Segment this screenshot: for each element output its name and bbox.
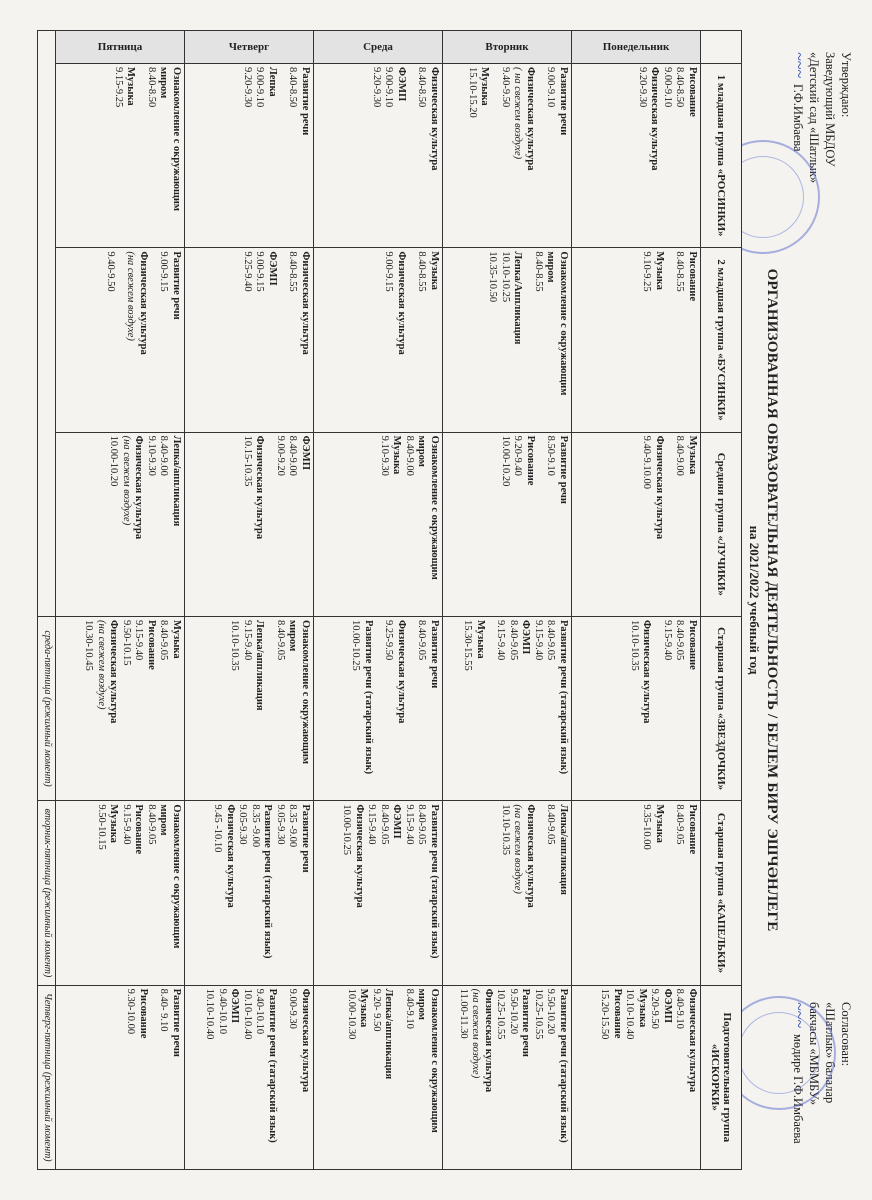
- activity-name: Музыка: [358, 988, 370, 1028]
- time-slot: 8.40-8.55: [416, 251, 428, 292]
- time-slot: 9.40-9.50: [500, 67, 511, 108]
- day-label: Четверг: [228, 40, 270, 53]
- time-slot: 9.40-10.10: [254, 988, 266, 1035]
- schedule-cell: [572, 616, 701, 800]
- activity-name: Развитие речи: [520, 988, 532, 1057]
- time-slot: 8.40-9.05: [416, 619, 428, 661]
- activity-name: Физическая культура: [396, 251, 407, 355]
- activity-name: Лепка: [267, 67, 278, 97]
- time-slot: 10.15-10.35: [242, 435, 253, 487]
- schedule-cell: [443, 64, 572, 248]
- time-slot: 9.40-9.10.00: [641, 435, 653, 490]
- activity-name: Физическая культура: [138, 251, 149, 355]
- activity-name: Физическая культура: [133, 435, 145, 540]
- activity-name: Рисование: [525, 435, 536, 486]
- signature: ~~~: [790, 52, 807, 78]
- activity-name: Музыка: [637, 988, 648, 1028]
- schedule-cell: [314, 801, 443, 985]
- time-slot: 9.20-9.30: [637, 67, 648, 108]
- activity-note: (на свежем воздухе): [96, 619, 107, 710]
- activity-name: Развитие речи (татарский язык): [363, 619, 374, 775]
- time-slot: 9.40-10.10: [217, 988, 228, 1035]
- group-header: Старшая группа «ЗВЕЗДОЧКИ»: [701, 616, 742, 800]
- day-cell: [185, 31, 314, 64]
- activity-name: Ознакомление с окружающим миром: [416, 435, 440, 580]
- time-slot: 8.40-8.55: [533, 251, 544, 292]
- time-slot: 9.15-9.40: [404, 804, 415, 845]
- time-slot: 10.00-10.25: [341, 804, 353, 856]
- activity-name: Физическая культура: [354, 804, 365, 908]
- schedule-cell: [314, 616, 443, 800]
- time-slot: 8.40-9.00: [674, 435, 686, 476]
- activity-name: Музыка: [475, 619, 486, 659]
- activity-name: Физическая культура: [641, 619, 653, 724]
- time-slot: 8.40-9.05: [674, 619, 686, 661]
- time-slot: 9.10-9.25: [641, 251, 653, 292]
- activity-name: ФЭМП: [396, 67, 407, 102]
- activity-name: Физическая культура: [525, 67, 536, 171]
- schedule-cell: [572, 432, 701, 616]
- time-slot: 9.20-9.30: [371, 67, 382, 108]
- day-cell: [314, 31, 443, 64]
- activity-name: Музыка: [429, 251, 440, 290]
- schedule-cell: [443, 432, 572, 616]
- time-slot: 8.40-9.00: [404, 435, 415, 476]
- time-slot: 9.00-9.15: [383, 251, 395, 292]
- time-slot: 9.20-9.30: [242, 67, 253, 108]
- time-slot: 9.20-9.40: [512, 435, 524, 476]
- time-slot: 9.50-10.20: [508, 988, 519, 1035]
- page-title: ОРГАНИЗОВАННАЯ ОБРАЗОВАТЕЛЬНАЯ ДЕЯТЕЛЬНОСТЬ / БЕЛЕМ БИРУ ЭШЧӘНЛЕГЕ: [764, 268, 780, 932]
- activity-name: Физическая культура: [649, 67, 661, 171]
- spacer: [278, 67, 286, 244]
- spacer: [395, 989, 403, 1166]
- agreement-line: «Шатлык» балалар: [823, 1002, 837, 1104]
- time-slot: 10.00-10.30: [346, 988, 357, 1040]
- time-slot: 8.35 -9.00: [250, 804, 261, 848]
- activity-name: Музыка: [391, 435, 403, 475]
- schedule-cell: [56, 64, 185, 248]
- activity-name: Развитие речи: [558, 435, 569, 504]
- schedule-cell: [443, 801, 572, 985]
- activity-name: Развитие речи: [171, 988, 182, 1057]
- activity-name: Лепка/аппликация: [558, 804, 569, 895]
- schedule-cell: [56, 985, 185, 1169]
- time-slot: 8.40-8.50: [416, 67, 428, 108]
- table-row: [443, 31, 572, 1170]
- activity-name: Развитие речи: [300, 804, 311, 873]
- spacer: [665, 436, 673, 613]
- schedule-cell: [56, 248, 185, 432]
- approval-line: Заведующий МБДОУ: [823, 52, 837, 167]
- activity-name: Физическая культура: [300, 988, 311, 1093]
- spacer: [536, 67, 544, 244]
- activity-name: Развитие речи: [171, 251, 182, 320]
- activity-name: Физическая культура: [254, 435, 266, 540]
- activity-name: Физическая культура: [429, 67, 440, 171]
- activity-name: ФЭМП: [391, 804, 403, 839]
- activity-name: Ознакомление с окружающим миром: [158, 67, 182, 212]
- schedule-cell: [185, 64, 314, 248]
- time-slot: 8.40-9.05: [508, 619, 519, 661]
- schedule-cell: [56, 432, 185, 616]
- schedule-cell: [314, 985, 443, 1169]
- table-row: [314, 31, 443, 1170]
- schedule-cell: [572, 985, 701, 1169]
- activity-name: Развитие речи (татарский язык): [558, 619, 569, 775]
- schedule-cell: [572, 801, 701, 985]
- table-header-row: [701, 31, 742, 1170]
- activity-name: Лепка/аппликация: [254, 619, 266, 711]
- spacer: [266, 436, 274, 613]
- spacer: [407, 620, 415, 797]
- activity-name: Физическая культура: [525, 804, 536, 908]
- schedule-cell: [185, 801, 314, 985]
- time-slot: 9.20- 9.50: [371, 988, 382, 1032]
- time-slot: 9.00-9.30: [287, 988, 299, 1029]
- activity-name: Музыка: [108, 804, 120, 843]
- activity-name: ФЭМП: [267, 251, 278, 286]
- group-header: 2 младшая группа «БУСИНКИ»: [701, 248, 742, 432]
- activity-name: Физическая культура: [396, 619, 407, 724]
- activity-name: Физическая культура: [483, 988, 494, 1093]
- spacer: [116, 251, 124, 428]
- spacer: [653, 620, 661, 797]
- schedule-cell: [443, 985, 572, 1169]
- activity-name: Физическая культура: [687, 988, 698, 1093]
- activity-name: Развитие речи: [558, 67, 569, 136]
- time-slot: 9.50-10.20: [545, 988, 557, 1035]
- time-slot: 9.00-9.10: [662, 67, 673, 108]
- schedule-cell: [185, 985, 314, 1169]
- time-slot: 10.10-10.40: [624, 988, 636, 1040]
- spacer: [149, 251, 157, 428]
- agreement-signature-line: ~~~мөдире Г.Ф.Имбаева: [790, 1002, 807, 1144]
- approval-line: «Детский сад «Шатлык»: [807, 52, 821, 184]
- time-slot: 8.40-8.50: [674, 67, 686, 108]
- regime-note: среда-пятница (режимный момент): [38, 616, 56, 800]
- time-slot: 9.00-9.15: [254, 251, 266, 292]
- time-slot: 10.25-10.55: [533, 988, 544, 1040]
- activity-name: Музыка: [125, 67, 137, 106]
- activity-name: Физическая культура: [300, 251, 311, 355]
- activity-name: Лепка/аппликация: [383, 988, 395, 1080]
- activity-name: Рисование: [687, 619, 698, 670]
- activity-name: Рисование: [687, 251, 698, 302]
- time-slot: 9.10-9.30: [146, 435, 157, 476]
- spacer: [374, 620, 382, 797]
- time-slot: 8.40-9.05: [158, 619, 170, 661]
- time-slot: 9.25-9.50: [383, 619, 395, 661]
- time-slot: 9.00-9.10: [383, 67, 395, 108]
- time-slot: 8.40-8.55: [287, 251, 299, 292]
- day-cell: [572, 31, 701, 64]
- schedule-cell: [185, 248, 314, 432]
- time-slot: 9.00-9.10: [254, 67, 266, 108]
- spacer: [491, 67, 499, 244]
- activity-note: (на свежем воздухе): [470, 988, 482, 1079]
- time-slot: 8.40-9.10: [404, 988, 415, 1029]
- day-label: Понедельник: [602, 40, 670, 53]
- schedule-body: [38, 31, 701, 1170]
- time-slot: 8.40-9.00: [158, 435, 170, 476]
- spacer: [278, 251, 286, 428]
- time-slot: 8.40-9.05: [674, 804, 686, 845]
- group-header: Подготовительная группа «ИСКОРКИ»: [701, 985, 742, 1169]
- time-slot: 9.20-9.50: [649, 988, 661, 1029]
- time-slot: 8.40-9.05: [275, 619, 286, 661]
- time-slot: 10.25-10.55: [495, 988, 507, 1040]
- spacer: [407, 67, 415, 244]
- day-label: Среда: [363, 40, 393, 53]
- schedule-cell: [572, 248, 701, 432]
- time-slot: 9.15-9.40: [366, 804, 378, 845]
- time-slot: 9.15-9.40: [662, 619, 673, 661]
- page-subtitle: на 2021/2022 учебный год: [747, 525, 762, 675]
- agreement-line: Согласован:: [839, 1002, 853, 1067]
- schedule-cell: [314, 64, 443, 248]
- time-slot: 8.40-8.50: [287, 67, 299, 108]
- time-slot: 8.40-9.05: [545, 619, 557, 661]
- time-slot: 15.10-15.20: [467, 67, 478, 118]
- activity-name: ФЭМП: [662, 988, 673, 1023]
- time-slot: 11.00-11.30: [458, 988, 469, 1039]
- activity-name: Ознакомление с окружающим миром: [158, 804, 182, 949]
- schedule-table: [37, 30, 742, 1170]
- activity-note: (на свежем воздухе): [125, 251, 137, 341]
- activity-name: Ознакомление с окружающим миром: [287, 619, 311, 765]
- activity-name: Развитие речи (татарский язык): [267, 988, 278, 1143]
- activity-name: Рисование: [612, 988, 623, 1039]
- table-row: [572, 31, 701, 1170]
- time-slot: 8.40- 9.10: [158, 988, 170, 1032]
- time-slot: 9.35-10.00: [641, 804, 653, 850]
- spacer: [278, 989, 286, 1166]
- activity-name: Рисование: [133, 804, 145, 855]
- activity-name: Лепка/аппликация: [171, 435, 182, 527]
- activity-name: Ознакомление с окружающим миром: [545, 251, 569, 396]
- time-slot: 8.40-8.55: [674, 251, 686, 292]
- spacer: [266, 620, 274, 797]
- activity-name: ФЭМП: [300, 435, 311, 470]
- activity-name: Музыка: [687, 435, 698, 475]
- activity-name: Физическая культура: [225, 804, 236, 908]
- activity-name: Физическая культура: [108, 619, 120, 724]
- time-slot: 8.50-9.10: [545, 435, 557, 476]
- spacer: [137, 67, 145, 244]
- day-label: Пятница: [97, 40, 143, 53]
- approval-signature-line: ~~~Г.Ф.Имбаева: [790, 52, 807, 152]
- time-slot: 9.05-9.30: [237, 804, 249, 845]
- activity-note: ( на свежем воздухе): [512, 67, 524, 160]
- time-slot: 9.15-9.40: [121, 804, 132, 845]
- activity-name: Музыка: [479, 67, 491, 106]
- time-slot: 9.15-9.40: [133, 619, 145, 661]
- activity-name: ФЭМП: [520, 619, 532, 655]
- activity-name: Физическая культура: [654, 435, 665, 540]
- schedule-cell: [56, 801, 185, 985]
- time-slot: 9.10-9.30: [379, 435, 390, 476]
- time-slot: 10.00-10.20: [500, 435, 511, 487]
- time-slot: 9.00-9.20: [275, 435, 286, 476]
- time-slot: 15.20-15.50: [599, 988, 611, 1040]
- activity-name: Развитие речи (татарский язык): [429, 804, 440, 959]
- time-slot: 9.00-9.10: [545, 67, 557, 108]
- day-label: Вторник: [485, 40, 529, 53]
- time-slot: 10.10-10.35: [629, 619, 640, 671]
- notes-row: [38, 31, 56, 1170]
- time-slot: 8.40-9.05: [545, 804, 557, 845]
- activity-name: ФЭМП: [229, 988, 241, 1023]
- activity-note: (на свежем воздухе): [512, 804, 524, 894]
- spacer: [536, 436, 544, 613]
- spacer: [149, 989, 157, 1166]
- day-column-header: [701, 31, 742, 64]
- group-header: Старшая группа «КАПЕЛЬКИ»: [701, 801, 742, 985]
- activity-name: Музыка: [654, 804, 665, 843]
- time-slot: 10.30-10.45: [83, 619, 95, 671]
- activity-name: Ознакомление с окружающим миром: [416, 988, 440, 1133]
- spacer: [536, 804, 544, 981]
- regime-note: Четверг-пятница (режимный момент): [38, 985, 56, 1169]
- time-slot: 9.25-9.40: [242, 251, 253, 292]
- approval-line: Утверждаю:: [839, 52, 853, 118]
- time-slot: 8.35 -9.00: [287, 804, 299, 848]
- empty-note-cell: [38, 31, 56, 617]
- time-slot: 9.15-9.25: [113, 67, 124, 108]
- time-slot: 15.30-15.55: [462, 619, 474, 671]
- activity-name: Развитие речи (татарский язык): [558, 988, 569, 1143]
- time-slot: 10.10-10.35: [500, 804, 511, 856]
- time-slot: 9.30-10.00: [125, 988, 137, 1035]
- schedule-cell: [314, 248, 443, 432]
- time-slot: 8.40-9.05: [416, 804, 428, 845]
- time-slot: 9.15-9.40: [242, 619, 253, 661]
- agreement-line: бакчасы «МБМБУ»: [807, 1002, 821, 1106]
- group-header: Средняя группа «ЛУЧИКИ»: [701, 432, 742, 616]
- time-slot: 9.45 -10.10: [212, 804, 224, 853]
- time-slot: 10.10-10.25: [500, 251, 511, 303]
- spacer: [665, 804, 673, 981]
- table-row: [56, 31, 185, 1170]
- time-slot: 9.15-9.40: [533, 619, 544, 661]
- time-slot: 9.00-9.15: [158, 251, 170, 292]
- spacer: [407, 251, 415, 428]
- activity-note: (на свежем воздухе): [121, 435, 132, 526]
- schedule-cell: [572, 64, 701, 248]
- time-slot: 9.15-9.40: [495, 619, 507, 661]
- time-slot: 10.10-10.40: [242, 988, 253, 1040]
- activity-name: Рисование: [687, 67, 698, 117]
- time-slot: 8.40-9.00: [287, 435, 299, 476]
- activity-name: Рисование: [146, 619, 157, 670]
- activity-name: Развитие речи (татарский язык): [262, 804, 274, 959]
- spacer: [486, 620, 494, 797]
- time-slot: 10.35-10.50: [487, 251, 499, 303]
- time-slot: 8.40-9.10: [674, 988, 686, 1029]
- time-slot: 10.10-10.40: [204, 988, 216, 1040]
- schedule-cell: [443, 616, 572, 800]
- schedule-cell: [314, 432, 443, 616]
- activity-name: Развитие речи: [429, 619, 440, 689]
- schedule-cell: [185, 432, 314, 616]
- time-slot: 8.40-9.05: [379, 804, 390, 845]
- day-cell: [443, 31, 572, 64]
- day-cell: [56, 31, 185, 64]
- activity-name: Музыка: [654, 251, 665, 290]
- time-slot: 10.10-10.35: [229, 619, 241, 671]
- time-slot: 10.00-10.25: [350, 619, 362, 671]
- signature: ~~~: [790, 1002, 807, 1028]
- time-slot: 9.40-9.50: [105, 251, 116, 292]
- spacer: [524, 251, 532, 428]
- schedule-cell: [443, 248, 572, 432]
- activity-name: Лепка/Аппликация: [512, 251, 524, 345]
- regime-note: вторник-пятница (режимный момент): [38, 801, 56, 985]
- time-slot: 8.40-9.05: [146, 804, 157, 845]
- table-row: [185, 31, 314, 1170]
- schedule-cell: [56, 616, 185, 800]
- group-header: 1 младшая группа «РОСИНКИ»: [701, 64, 742, 248]
- time-slot: 9.50-10.15: [96, 804, 107, 850]
- activity-name: Рисование: [138, 988, 149, 1039]
- time-slot: 10.00-10.20: [108, 435, 120, 487]
- time-slot: 9.05-9.30: [275, 804, 286, 845]
- time-slot: 8.40-8.50: [146, 67, 157, 108]
- time-slot: 9.50-10.15: [121, 619, 132, 666]
- activity-name: Музыка: [171, 619, 182, 659]
- activity-name: Рисование: [687, 804, 698, 855]
- activity-name: Развитие речи: [300, 67, 311, 136]
- schedule-cell: [185, 616, 314, 800]
- spacer: [665, 251, 673, 428]
